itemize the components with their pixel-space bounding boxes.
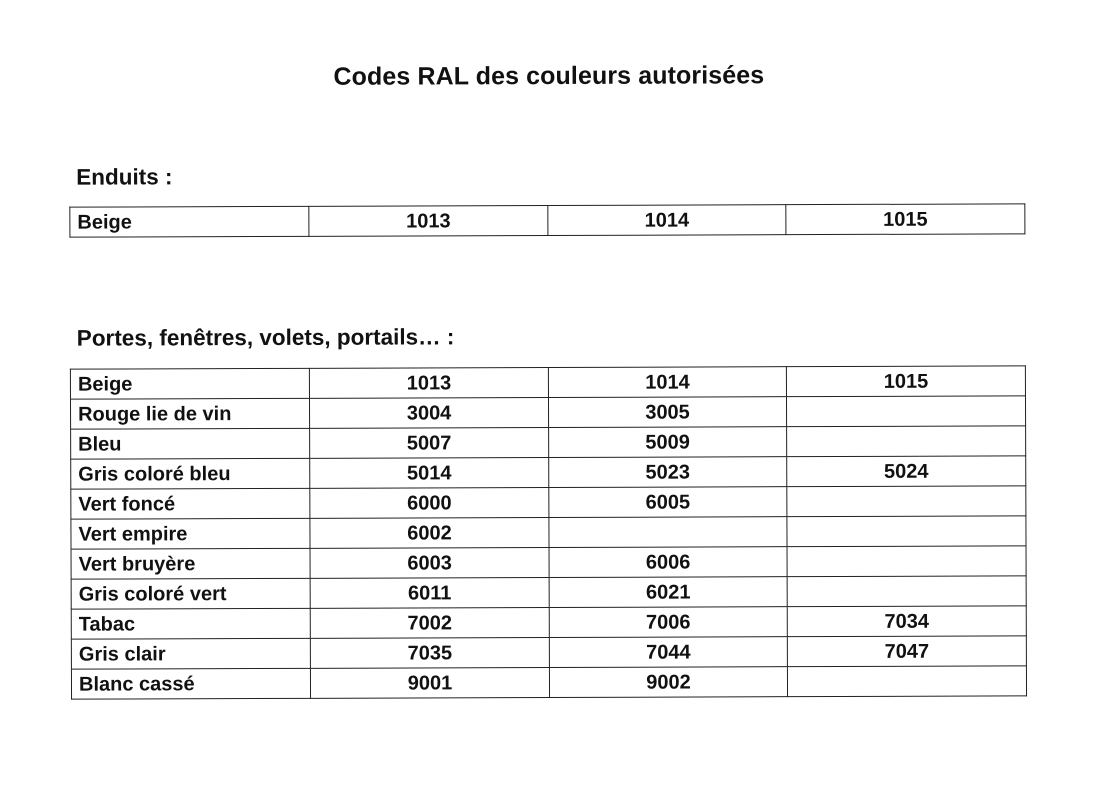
- section-heading-portes: Portes, fenêtres, volets, portails… :: [76, 324, 455, 351]
- ral-code-cell: 9002: [549, 667, 787, 698]
- ral-code-cell: 1015: [786, 366, 1025, 397]
- ral-code-cell: 6011: [310, 578, 549, 609]
- ral-code-cell: 6005: [549, 487, 787, 518]
- ral-code-cell: 3004: [309, 398, 548, 429]
- ral-code-cell: 1014: [548, 367, 786, 398]
- color-name-cell: Vert foncé: [71, 488, 310, 519]
- color-name-cell: Bleu: [71, 428, 310, 459]
- table-row: [71, 636, 1026, 669]
- color-name-cell: Vert bruyère: [71, 548, 310, 579]
- color-name-cell: Blanc cassé: [71, 668, 310, 699]
- color-name-cell: Gris clair: [71, 638, 310, 669]
- ral-code-cell: [787, 486, 1026, 517]
- ral-code-cell: 5023: [549, 457, 787, 488]
- color-name-cell: Vert empire: [71, 518, 310, 549]
- ral-code-cell: 1013: [309, 368, 548, 399]
- ral-code-cell: 5014: [310, 458, 549, 489]
- ral-code-cell: [787, 516, 1026, 547]
- ral-code-cell: 5009: [549, 427, 787, 458]
- color-name-cell: Gris coloré vert: [71, 578, 310, 609]
- ral-code-cell: 6006: [549, 547, 787, 578]
- document-title: Codes RAL des couleurs autorisées: [333, 61, 765, 91]
- table-row: [71, 546, 1026, 579]
- table-row: [71, 486, 1026, 519]
- ral-code-cell: 7002: [310, 608, 549, 639]
- ral-code-cell: 7035: [310, 638, 549, 669]
- ral-code-cell: [787, 576, 1026, 607]
- table-enduits: [69, 203, 1025, 237]
- ral-code-cell: 6003: [310, 548, 549, 579]
- ral-code-cell: [787, 426, 1026, 457]
- ral-code-cell: 7047: [787, 636, 1026, 667]
- ral-code-cell: 1014: [548, 205, 786, 236]
- color-name-cell: Gris coloré bleu: [71, 458, 310, 489]
- table-row: [71, 606, 1026, 639]
- ral-code-cell: 7006: [549, 607, 787, 638]
- ral-code-cell: 6021: [549, 577, 787, 608]
- ral-code-cell: 7044: [549, 637, 787, 668]
- ral-code-cell: [549, 517, 787, 548]
- ral-code-cell: 9001: [310, 668, 549, 699]
- ral-code-cell: 6002: [310, 518, 549, 549]
- table-row: [71, 426, 1026, 459]
- table-row: [70, 204, 1025, 237]
- ral-code-cell: 1015: [786, 204, 1025, 235]
- ral-code-cell: 7034: [787, 606, 1026, 637]
- color-name-cell: Beige: [70, 206, 309, 237]
- ral-code-cell: [786, 396, 1025, 427]
- table-portes: [70, 365, 1027, 699]
- ral-code-cell: 3005: [548, 397, 786, 428]
- color-name-cell: Rouge lie de vin: [70, 398, 309, 429]
- ral-code-cell: 5024: [787, 456, 1026, 487]
- section-heading-enduits: Enduits :: [76, 164, 173, 190]
- table-row: [70, 396, 1025, 429]
- table-row: [70, 366, 1025, 399]
- table-row: [71, 576, 1026, 609]
- color-name-cell: Tabac: [71, 608, 310, 639]
- ral-code-cell: 5007: [310, 428, 549, 459]
- ral-code-cell: [787, 546, 1026, 577]
- ral-code-cell: 1013: [309, 206, 548, 237]
- ral-code-cell: 6000: [310, 488, 549, 519]
- table-row: [71, 516, 1026, 549]
- table-row: [71, 456, 1026, 489]
- ral-code-cell: [787, 666, 1026, 697]
- table-row: [71, 666, 1026, 699]
- color-name-cell: Beige: [70, 368, 309, 399]
